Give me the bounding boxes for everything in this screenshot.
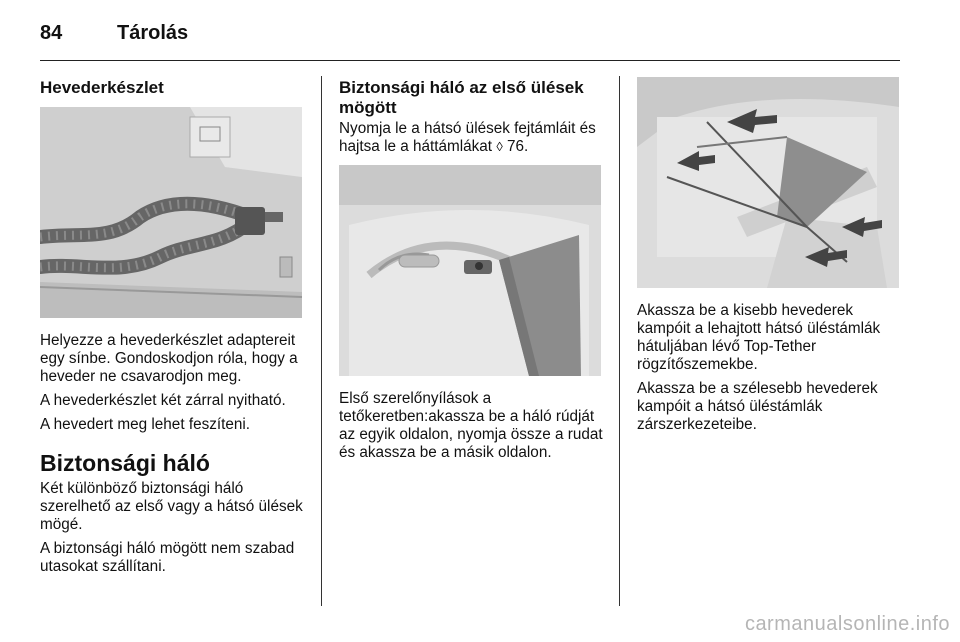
column-2-text <box>339 390 607 468</box>
section-heading-safety-net: Biztonsági háló <box>40 450 210 476</box>
page-number: 84 <box>40 22 63 44</box>
strap-kit-illustration <box>40 107 302 318</box>
top-tether-instruction: Akassza be a kisebb hevederek kampóit a lehajtott hátsó üléstámlák hátuljában lévő Top-Tether rögzítőszemekbe. <box>637 302 881 373</box>
column-1-text <box>40 332 312 582</box>
column-divider <box>321 76 322 606</box>
seat-lock-instruction: Akassza be a szélesebb hevederek kampóit a hátsó üléstámlák zárszerkezeteibe. <box>637 380 878 433</box>
net-mounting-illustration <box>637 77 899 288</box>
safety-net-intro: Két különböző biztonsági háló szerelhető az első vagy a hátsó ülések mögé. <box>40 480 303 533</box>
column-divider <box>619 76 620 606</box>
page-reference-number: 76. <box>507 138 529 155</box>
strap-kit-locks: A hevederkészlet két zárral nyitható. <box>40 392 286 409</box>
net-front-instruction-text: Nyomja le a hátsó ülések fejtámláit és hajtsa le a háttámlákat <box>339 120 596 155</box>
section-heading-net-behind-front-seats: Biztonsági háló az első ülések mögött <box>339 78 584 117</box>
section-heading-strap-kit: Hevederkészlet <box>40 78 164 97</box>
roof-frame-illustration <box>339 165 601 376</box>
header-rule <box>40 60 900 61</box>
page-reference-icon: ◊ <box>496 139 503 154</box>
page-header <box>40 22 900 58</box>
safety-net-warning: A biztonsági háló mögött nem szabad utasokat szállítani. <box>40 540 295 575</box>
strap-kit-instruction: Helyezze a hevederkészlet adaptereit egy sínbe. Gondoskodjon róla, hogy a heveder ne csavarodjon meg. <box>40 332 298 385</box>
column-2 <box>339 78 607 162</box>
chapter-title: Tárolás <box>117 22 189 44</box>
strap-kit-tension: A hevedert meg lehet feszíteni. <box>40 416 251 433</box>
watermark: carmanualsonline.info <box>744 613 950 635</box>
net-front-instruction <box>339 120 607 156</box>
roof-frame-instruction: Első szerelőnyílások a tetőkeretben:akassza be a háló rúdját az egyik oldalon, nyomja össze a rudat és akassza be a másik oldalon. <box>339 390 603 461</box>
column-1 <box>40 78 312 98</box>
column-3-text <box>637 302 905 440</box>
